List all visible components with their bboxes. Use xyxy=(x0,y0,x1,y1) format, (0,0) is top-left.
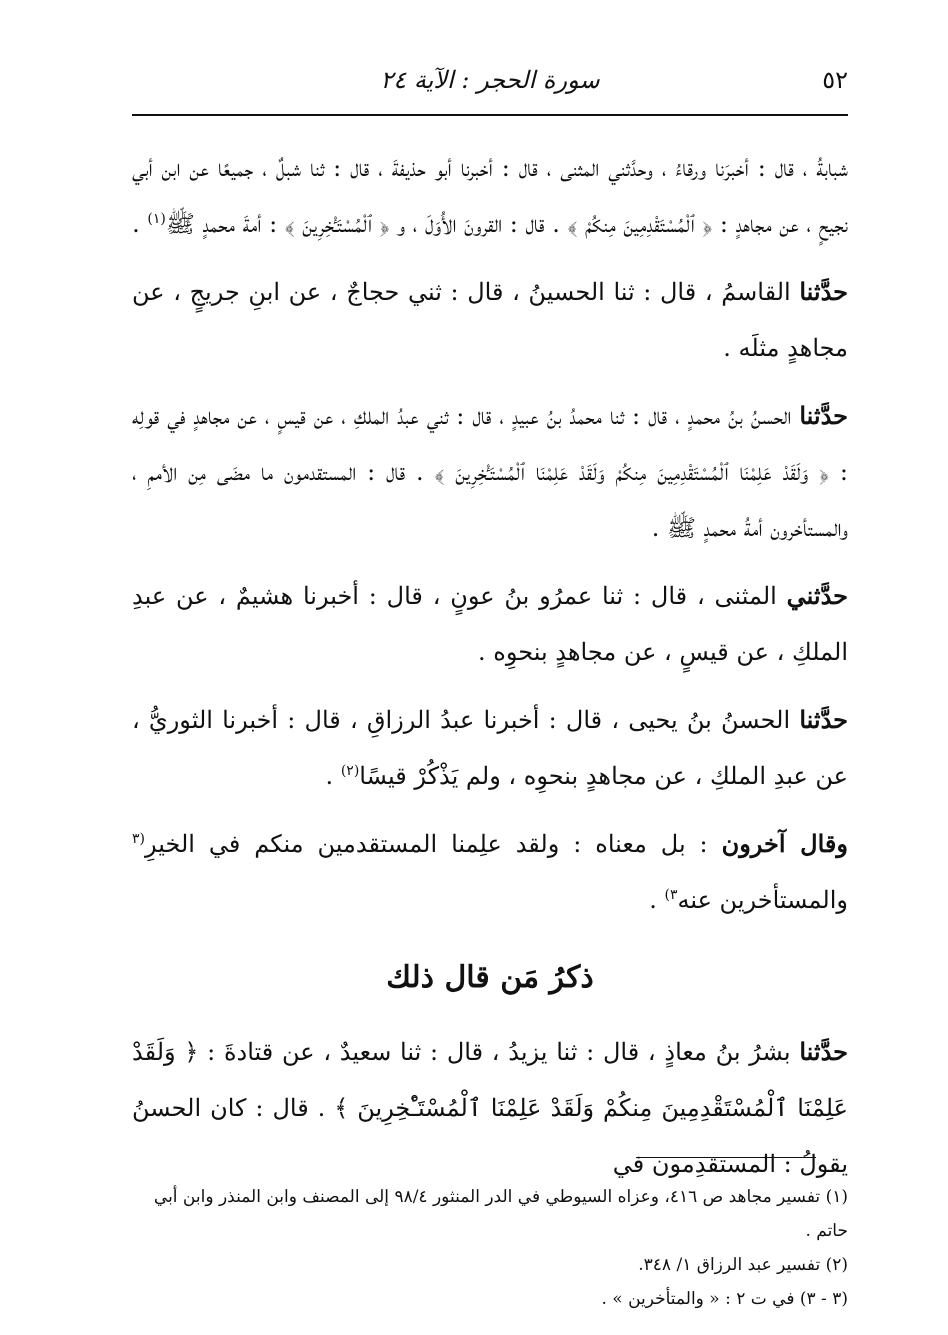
paragraph-text: بشرُ بنُ معاذٍ ، قال : ثنا يزيدُ ، قال : ثنا سعيدٌ ، عن قتادةَ : ﴿ وَلَقَدْ عَلِمْنَا ٱلْمُسْتَقْدِمِينَ مِنكُمْ وَلَقَدْ عَلِمْنَا ٱلْمُسْتَـْٔخِرِينَ ﴾ . قال : كان الحسنُ يقولُ : المستقدِمون في xyxy=(132,1038,848,1178)
paragraph-4 xyxy=(132,568,848,680)
header-rule xyxy=(132,114,848,116)
paragraph-tail: والمستأخرين عنه xyxy=(677,886,848,914)
paragraph-text: القاسمُ ، قال : ثنا الحسينُ ، قال : ثني حجاجٌ ، عن ابنِ جريجٍ ، عن مجاهدٍ مثلَه . xyxy=(132,278,848,362)
section-heading: ذكرُ مَن قال ذلك xyxy=(386,960,594,995)
footnote-1: (١) تفسير مجاهد ص ٤١٦، وعزاه السيوطي في الدر المنثور ٩٨/٤ إلى المصنف وابن المنذر وابن أبي حاتم . xyxy=(153,1187,848,1241)
narration-lead: حدَّثنا xyxy=(799,1037,848,1066)
page-header xyxy=(132,60,848,100)
page-body xyxy=(132,140,848,1204)
footnote-ref-3-close[interactable]: ٣) xyxy=(664,887,678,903)
page-number: ٥٢ xyxy=(822,66,848,94)
paragraph-tail-end: . xyxy=(649,886,665,914)
paragraph-text: : بل معناه : ولقد علِمنا المستقدمين منكم في الخيرِ xyxy=(145,830,722,858)
running-title: سورة الحجر : الآية ٢٤ xyxy=(380,66,600,94)
footnote-2: (٢) تفسير عبد الرزاق ١/ ٣٤٨. xyxy=(638,1255,848,1275)
narration-lead: حدَّثنا xyxy=(799,401,848,430)
paragraph-6 xyxy=(132,816,848,928)
narration-lead: حدَّثنا xyxy=(799,277,848,306)
paragraph-5 xyxy=(132,692,848,804)
paragraph-text: المثنى ، قال : ثنا عمرُو بنُ عونٍ ، قال : أخبرنا هشيمٌ ، عن عبدِ الملكِ ، عن قيسٍ ، عن مجاهدٍ بنحوِه . xyxy=(132,582,848,666)
narration-lead: وقال آخرون xyxy=(721,829,848,858)
footnote-ref-2[interactable]: (٢) xyxy=(340,763,360,779)
footnotes xyxy=(132,1180,848,1316)
paragraph-2 xyxy=(132,264,848,376)
paragraph-text: شبابةُ ، قال : أخبرَنا ورقاءُ ، وحدَّثني المثنى ، قال : أخبرنا أبو حذيفةَ ، قال : ثنا شبلٌ ، جميعًا عن ابن أبي نجيحٍ ، عن مجاهدٍ : ﴿ ٱلْمُسْتَقْدِمِينَ مِنكُمْ ﴾ . قال : القرونَ الأُوَلَ ، و ﴿ ٱلْمُسْتَـْٔخِرِينَ ﴾ : أمةَ محمدٍ ﷺ xyxy=(132,154,848,238)
paragraph-text: الحسنُ بنُ يحيى ، قال : أخبرنا عبدُ الرزاقِ ، قال : أخبرنا الثوريُّ ، عن عبدِ الملكِ ، عن مجاهدٍ بنحوِه ، ولم يَذْكُرْ قيسًا xyxy=(132,706,848,790)
footnote-ref-1[interactable]: (١) xyxy=(147,211,166,227)
narration-lead: حدَّثنا xyxy=(799,705,848,734)
footnote-3: (٣ - ٣) في ت ٢ : « والمتأخرين » . xyxy=(601,1289,848,1309)
paragraph-1 xyxy=(132,140,848,252)
paragraph-7 xyxy=(132,1024,848,1192)
narration-lead: حدَّثني xyxy=(786,581,848,610)
paragraph-tail: . xyxy=(325,762,341,790)
paragraph-tail: . xyxy=(132,210,148,238)
paragraph-3 xyxy=(132,388,848,556)
footnote-ref-3-open[interactable]: (٣ xyxy=(132,831,145,847)
paragraph-text: الحسنُ بنُ محمدٍ ، قال : ثنا محمدُ بنُ عبيدٍ ، قال : ثني عبدُ الملكِ ، عن قيسٍ ، عن مجاهدٍ في قولِه : ﴿ وَلَقَدْ عَلِمْنَا ٱلْمُسْتَقْدِمِينَ مِنكُمْ وَلَقَدْ عَلِمْنَا ٱلْمُسْتَـْٔخِرِينَ ﴾ . قال : المستقدمون ما مضَى مِن الأممِ ، والمستأخرون أمةُ محمدٍ ﷺ . xyxy=(132,402,848,542)
footnote-rule xyxy=(636,1157,816,1158)
